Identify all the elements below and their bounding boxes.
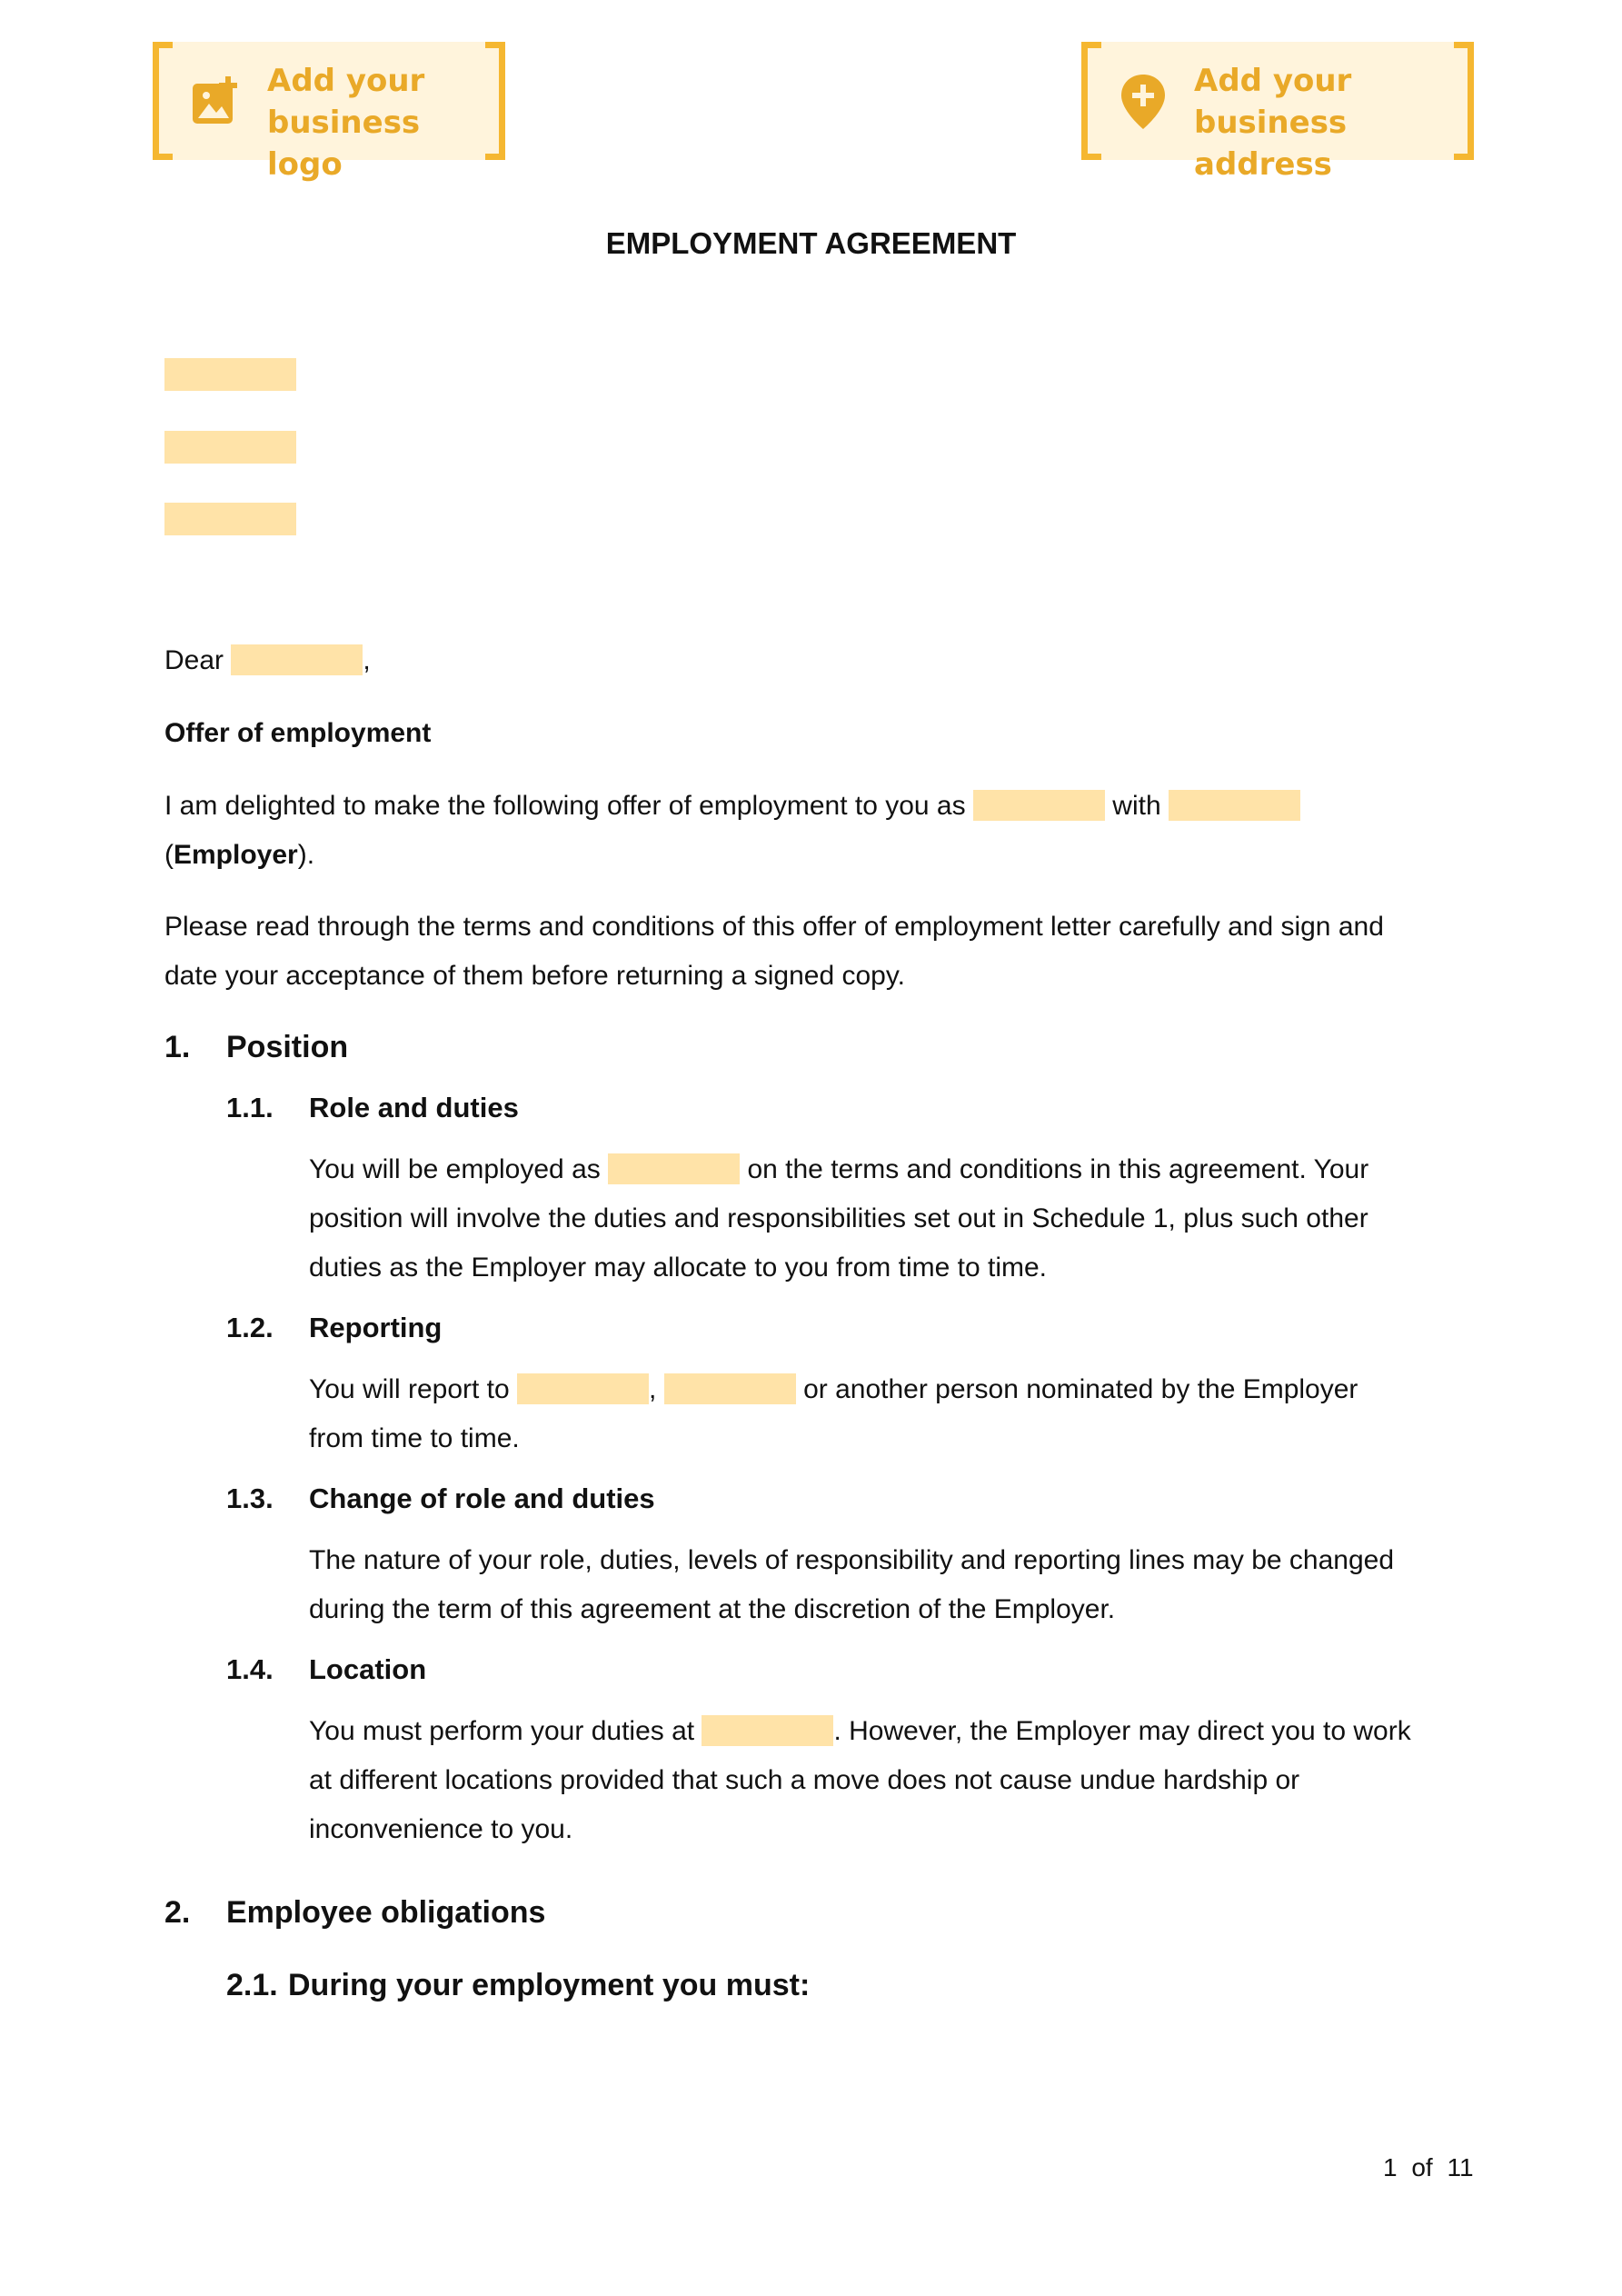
greeting-line — [164, 636, 371, 685]
section-1-4-line2: at different locations provided that such a move does not cause undue hardship or — [309, 1765, 1300, 1795]
section-1-1-line3: duties as the Employer may allocate to you from time to time. — [309, 1253, 1048, 1283]
section-1-4-number: 1.4. — [226, 1653, 274, 1685]
section-1-2-line2: from time to time. — [309, 1423, 520, 1453]
report-to-name-field[interactable] — [517, 1373, 649, 1404]
section-1-1-number: 1.1. — [226, 1092, 274, 1123]
s14-text-b: . However, the Employer may direct you to work — [833, 1716, 1411, 1746]
offer-paragraph2-line2: date your acceptance of them before returning a signed copy. — [164, 961, 905, 991]
offer-paragraph2-line1: Please read through the terms and conditions of this offer of employment letter carefully and sign and — [164, 912, 1384, 942]
employer-name-field[interactable] — [1169, 790, 1300, 821]
total-pages: 11 — [1447, 2153, 1474, 2181]
location-pin-plus-icon — [1119, 73, 1167, 131]
s12-text-a: You will report to — [309, 1374, 510, 1404]
document-title: EMPLOYMENT AGREEMENT — [605, 226, 1017, 260]
bracket-left — [1081, 42, 1101, 160]
offer-paragraph-line1 — [164, 782, 1300, 831]
greeting-text: Dear — [164, 645, 224, 675]
offer-paren-close: ). — [297, 840, 315, 870]
section-2-title: Employee obligations — [226, 1895, 546, 1930]
section-1-1-line2: position will involve the duties and responsibilities set out in Schedule 1, plus such other — [309, 1203, 1368, 1233]
offer-text-a: I am delighted to make the following offer of employment to you as — [164, 791, 966, 821]
section-1-2-line1 — [309, 1365, 1358, 1414]
section-2-1-number: 2.1. — [226, 1968, 278, 2002]
s14-text-a: You must perform your duties at — [309, 1716, 695, 1746]
offer-heading: Offer of employment — [164, 718, 432, 748]
greeting-name-field[interactable] — [231, 644, 363, 675]
s12-comma: , — [649, 1374, 657, 1404]
section-1-4-line1 — [309, 1707, 1411, 1756]
page-of: of — [1411, 2153, 1433, 2181]
add-address-label — [1194, 60, 1474, 185]
section-1-3-line2: during the term of this agreement at the discretion of the Employer. — [309, 1594, 1116, 1624]
add-logo-placeholder[interactable] — [153, 42, 505, 183]
section-1-3-title: Change of role and duties — [309, 1482, 655, 1514]
greeting-punct: , — [363, 645, 371, 675]
offer-paragraph-line2 — [164, 831, 314, 880]
section-1-4-line3: inconvenience to you. — [309, 1814, 573, 1844]
s12-text-c: or another person nominated by the Employer — [803, 1374, 1358, 1404]
section-1-2-title: Reporting — [309, 1312, 443, 1343]
report-to-title-field[interactable] — [664, 1373, 796, 1404]
bracket-left — [153, 42, 173, 160]
section-1-1-line1 — [309, 1145, 1368, 1194]
work-location-field[interactable] — [702, 1715, 833, 1746]
position-title-field[interactable] — [973, 790, 1105, 821]
letter-date-field[interactable] — [164, 503, 296, 535]
recipient-name-field[interactable] — [164, 358, 296, 391]
section-1-number: 1. — [164, 1030, 191, 1064]
section-2-number: 2. — [164, 1895, 191, 1930]
s11-text-a: You will be employed as — [309, 1154, 601, 1184]
recipient-address-field[interactable] — [164, 431, 296, 464]
section-1-3-number: 1.3. — [226, 1482, 274, 1514]
add-image-icon — [191, 76, 240, 125]
section-1-3-line1: The nature of your role, duties, levels of responsibility and reporting lines may be changed — [309, 1545, 1395, 1575]
add-address-line2: business address — [1194, 105, 1348, 183]
offer-text-b: with — [1112, 791, 1161, 821]
add-address-placeholder[interactable] — [1081, 42, 1474, 183]
section-2-1-title: During your employment you must: — [288, 1968, 811, 2002]
current-page: 1 — [1383, 2153, 1398, 2181]
section-1-title: Position — [226, 1030, 349, 1064]
offer-paren-open: ( — [164, 840, 174, 870]
employed-as-field[interactable] — [608, 1153, 740, 1184]
add-logo-line2: business logo — [267, 105, 421, 183]
section-1-2-number: 1.2. — [226, 1312, 274, 1343]
add-logo-label — [267, 60, 505, 185]
employer-defined-term: Employer — [174, 840, 298, 870]
add-address-line1: Add your — [1194, 63, 1352, 99]
section-1-4-title: Location — [309, 1653, 427, 1685]
section-1-1-title: Role and duties — [309, 1092, 519, 1123]
s11-text-b: on the terms and conditions in this agreement. Your — [747, 1154, 1369, 1184]
page-number — [1383, 2152, 1474, 2183]
add-logo-line1: Add your — [267, 63, 425, 99]
